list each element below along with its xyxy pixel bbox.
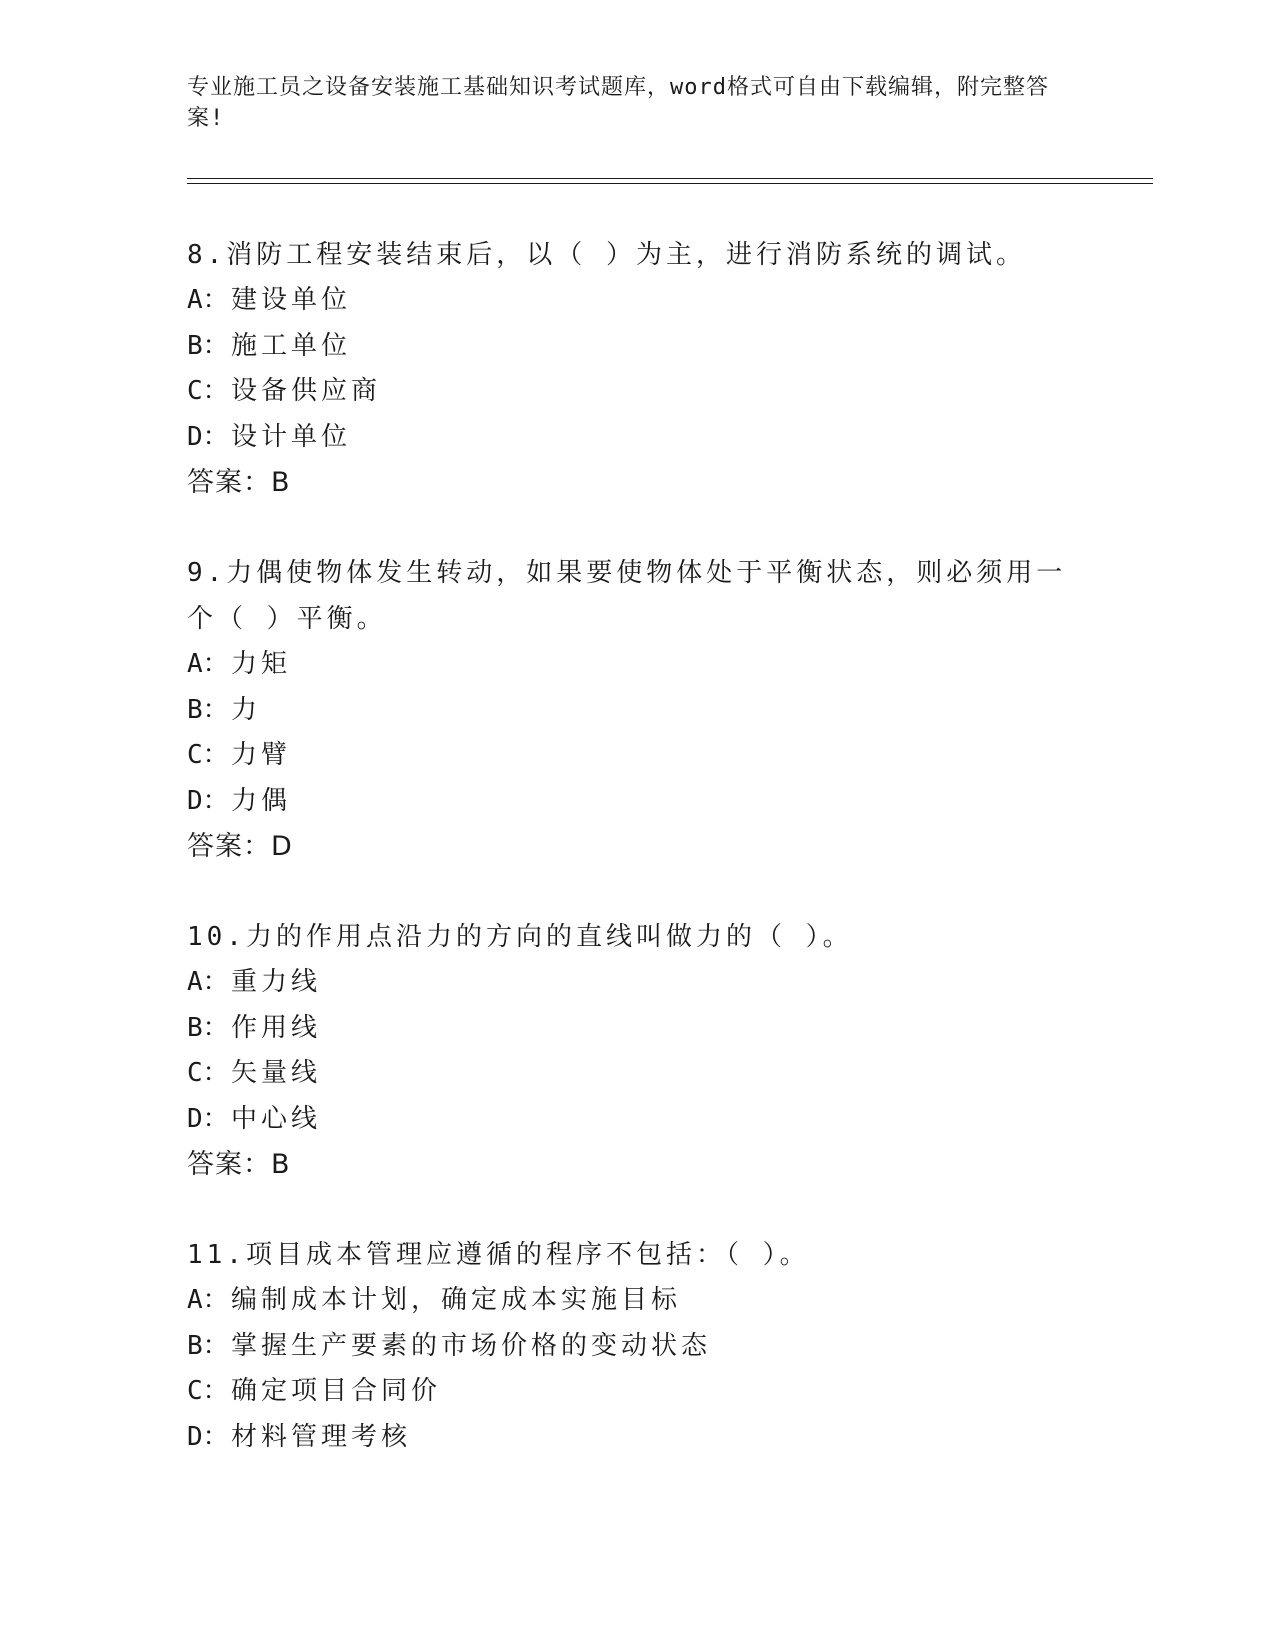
- answer-line: 答案：B: [187, 1149, 291, 1180]
- option-text: 力偶: [231, 785, 292, 816]
- option-letter: D：: [187, 1421, 229, 1452]
- header-rule-top: [187, 178, 1153, 179]
- option-text: 材料管理考核: [231, 1421, 412, 1452]
- option-letter: D：: [187, 1103, 229, 1134]
- option-text: 设备供应商: [231, 376, 382, 406]
- option-text: 施工单位: [231, 330, 352, 361]
- option-letter: C：: [187, 1376, 229, 1406]
- option-text: 中心线: [231, 1103, 322, 1134]
- answer-line: 答案：B: [187, 467, 291, 498]
- option-d: [187, 1097, 1067, 1143]
- option-a: [187, 278, 1067, 324]
- option-letter: A：: [187, 285, 229, 315]
- option-b: [187, 1324, 1067, 1370]
- option-text: 作用线: [231, 1012, 322, 1043]
- question-stem: 9.力偶使物体发生转动，如果要使物体处于平衡状态，则必须用一个（ ）平衡。: [187, 558, 1067, 634]
- answer-line: 答案：D: [187, 831, 293, 862]
- option-text: 力臂: [231, 740, 292, 770]
- option-text: 掌握生产要素的市场价格的变动状态: [231, 1330, 712, 1361]
- header-rule-bottom: [187, 183, 1153, 184]
- option-c: [187, 1369, 1067, 1415]
- option-b: [187, 688, 1067, 734]
- option-letter: A：: [187, 649, 229, 679]
- option-text: 编制成本计划，确定成本实施目标: [231, 1285, 682, 1315]
- option-d: [187, 1415, 1067, 1461]
- option-letter: D：: [187, 785, 229, 816]
- option-b: [187, 1006, 1067, 1052]
- option-a: [187, 960, 1067, 1006]
- option-c: [187, 369, 1067, 415]
- option-letter: A：: [187, 967, 229, 997]
- question-item: [187, 1232, 1067, 1460]
- question-stem: 10.力的作用点沿力的方向的直线叫做力的（ ）。: [187, 922, 853, 952]
- option-text: 力矩: [231, 649, 292, 679]
- option-d: [187, 779, 1067, 825]
- option-letter: B：: [187, 330, 229, 361]
- option-letter: C：: [187, 740, 229, 770]
- option-a: [187, 642, 1067, 688]
- option-letter: D：: [187, 421, 229, 452]
- option-letter: B：: [187, 1330, 229, 1361]
- question-stem: 11.项目成本管理应遵循的程序不包括：（ ）。: [187, 1240, 810, 1270]
- option-text: 设计单位: [231, 421, 352, 452]
- option-letter: B：: [187, 1012, 229, 1043]
- option-text: 确定项目合同价: [231, 1376, 442, 1406]
- option-c: [187, 733, 1067, 779]
- question-item: [187, 550, 1067, 869]
- option-d: [187, 415, 1067, 461]
- question-item: [187, 232, 1067, 505]
- question-stem: 8.消防工程安装结束后，以（ ）为主，进行消防系统的调试。: [187, 240, 1026, 270]
- document-header: 专业施工员之设备安装施工基础知识考试题库，word格式可自由下载编辑，附完整答案!: [187, 75, 1049, 131]
- option-letter: A：: [187, 1285, 229, 1315]
- option-text: 力: [231, 694, 262, 725]
- question-item: [187, 914, 1067, 1187]
- option-text: 建设单位: [231, 285, 352, 315]
- option-letter: B：: [187, 694, 229, 725]
- option-c: [187, 1051, 1067, 1097]
- option-letter: C：: [187, 376, 229, 406]
- option-text: 矢量线: [231, 1058, 322, 1088]
- option-a: [187, 1278, 1067, 1324]
- question-list: [187, 232, 1067, 1505]
- option-letter: C：: [187, 1058, 229, 1088]
- option-b: [187, 324, 1067, 370]
- option-text: 重力线: [231, 967, 322, 997]
